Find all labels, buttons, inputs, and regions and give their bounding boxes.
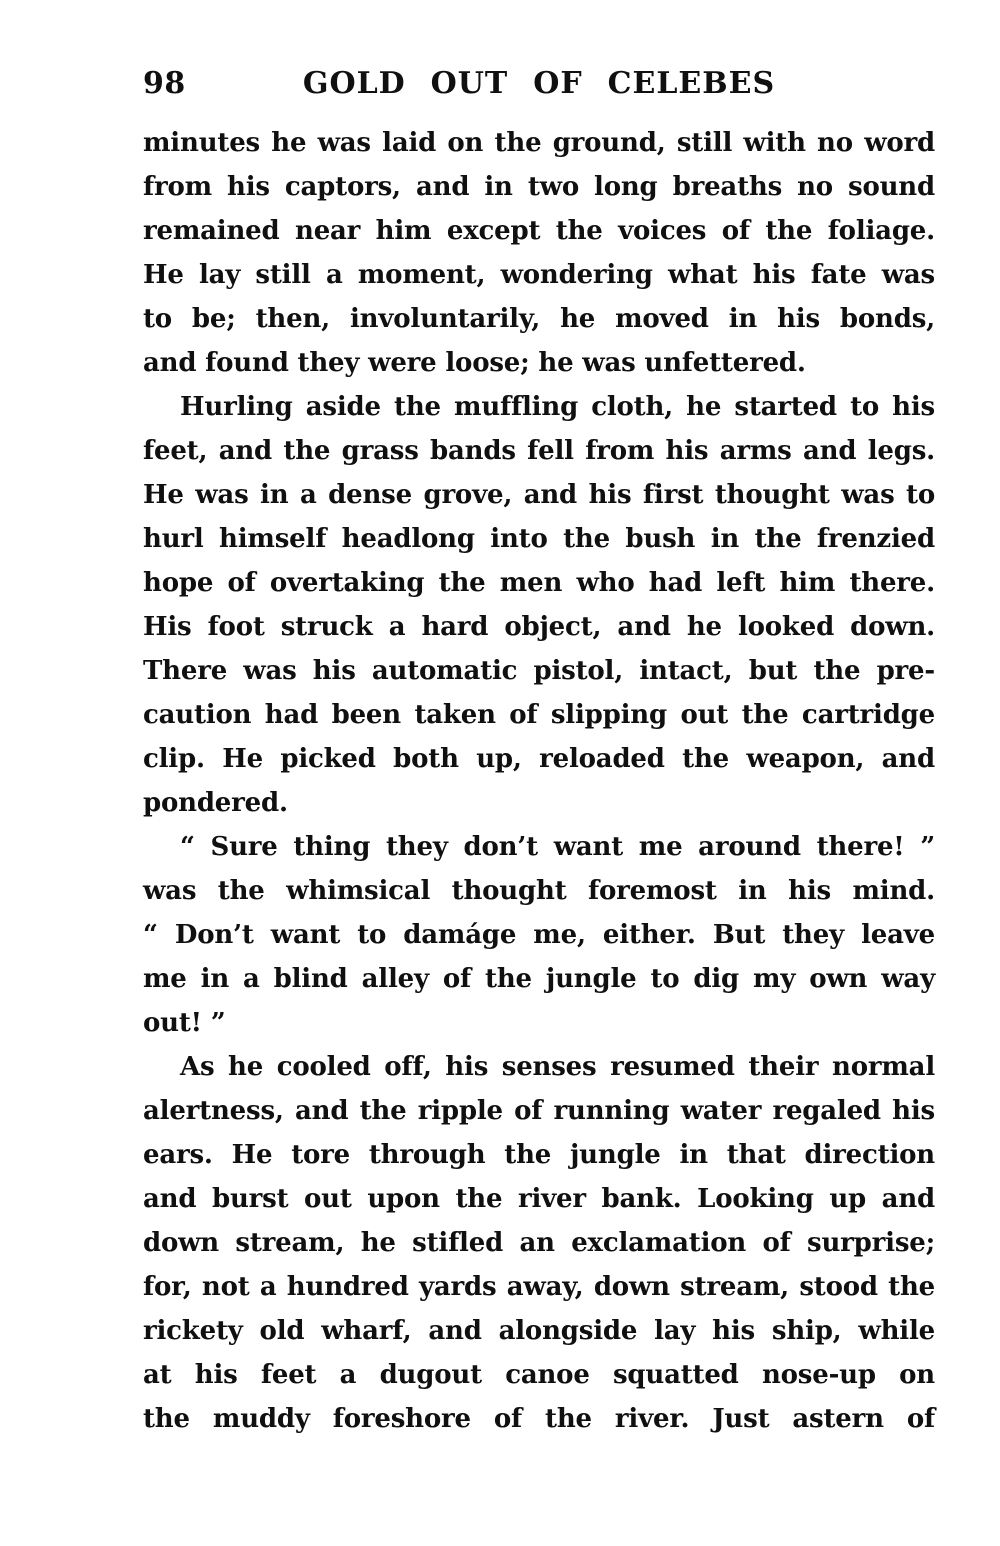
text-line: “ Don’t want to damáge me, either. But they leave (143, 920, 935, 950)
text-line: and found they were loose; he was unfettered. (143, 348, 806, 378)
text-line: pondered. (143, 788, 288, 818)
text-line: at his feet a dugout canoe squatted nose-up on (143, 1360, 935, 1390)
text-line: caution had been taken of slipping out the cartridge (143, 700, 935, 730)
text-line: hurl himself headlong into the bush in the frenzied (143, 524, 935, 554)
text-line: for, not a hundred yards away, down stream, stood the (143, 1272, 935, 1302)
text-line: rickety old wharf, and alongside lay his ship, while (143, 1316, 935, 1346)
page-number: 98 (143, 66, 186, 101)
text-line: and burst out upon the river bank. Looking up and (143, 1184, 935, 1214)
text-line: Hurling aside the muffling cloth, he started to his (180, 392, 935, 422)
text-line: ears. He tore through the jungle in that direction (143, 1140, 935, 1170)
text-line: minutes he was laid on the ground, still with no word (143, 128, 935, 158)
text-line: hope of overtaking the men who had left him there. (143, 568, 935, 598)
running-title: GOLD OUT OF CELEBES (302, 66, 776, 101)
text-line: from his captors, and in two long breaths no sound (143, 172, 935, 202)
text-line: clip. He picked both up, reloaded the weapon, and (143, 744, 935, 774)
text-line: alertness, and the ripple of running water regaled his (143, 1096, 935, 1126)
text-line: He was in a dense grove, and his first thought was to (143, 480, 935, 510)
text-line: the muddy foreshore of the river. Just astern of (143, 1404, 935, 1434)
text-line: feet, and the grass bands fell from his arms and legs. (143, 436, 935, 466)
text-line: out! ” (143, 1008, 226, 1038)
text-line: He lay still a moment, wondering what his fate was (143, 260, 935, 290)
text-line: me in a blind alley of the jungle to dig my own way (143, 964, 935, 994)
text-line: was the whimsical thought foremost in his mind. (143, 876, 935, 906)
text-line: “ Sure thing they don’t want me around there! ” (180, 832, 935, 862)
text-line: down stream, he stifled an exclamation of surprise; (143, 1228, 935, 1258)
text-line: His foot struck a hard object, and he looked down. (143, 612, 935, 642)
text-line: There was his automatic pistol, intact, but the pre- (143, 656, 935, 686)
text-line: As he cooled off, his senses resumed their normal (180, 1052, 935, 1082)
running-header (143, 62, 935, 106)
text-line: remained near him except the voices of the foliage. (143, 216, 935, 246)
text-line: to be; then, involuntarily, he moved in his bonds, (143, 304, 935, 334)
body-text (143, 121, 935, 1441)
